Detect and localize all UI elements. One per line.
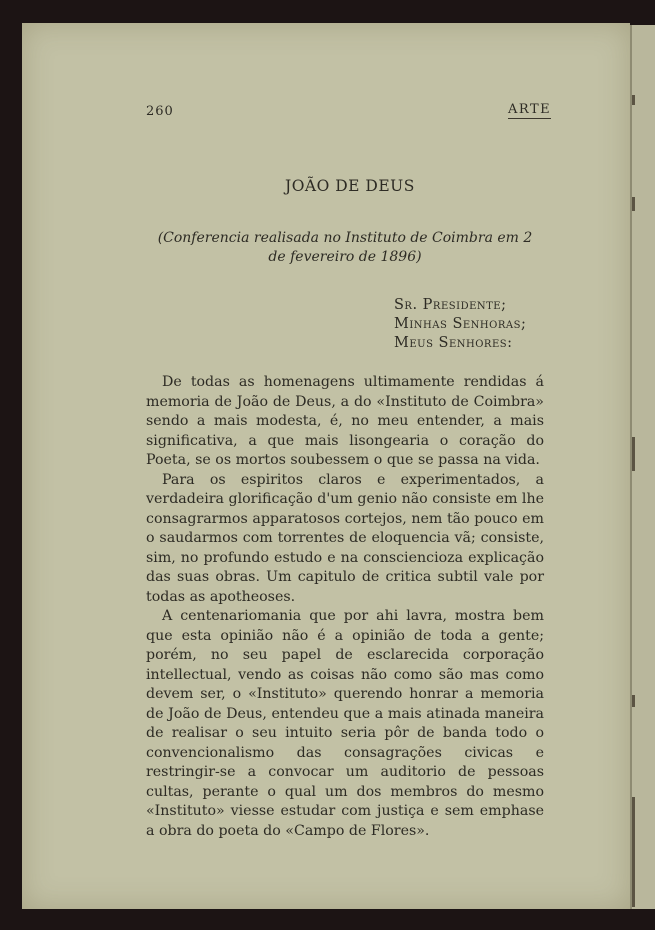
paragraph: De todas as homenagens ultimamente rendidas á memoria de João de Deus, a do «Instituto de Coimbra» sendo a mais modesta, é, no meu entender, a mais significativa, a que mais lisongearia o coração do Poeta, se os mortos soubessem o que se passa na vida. [146, 374, 544, 468]
article-title: JOÃO DE DEUS [285, 177, 415, 195]
running-head: ARTE [508, 102, 552, 117]
salutation-line: Meus Senhores: [394, 335, 513, 351]
salutation-line: Minhas Senhoras; [394, 316, 527, 332]
page-number: 260 [146, 104, 174, 119]
salutation-line: Sr. Presidente; [394, 297, 507, 313]
article-subtitle: (Conferencia realisada no Instituto de Coimbra em 2 de fevereiro de 1896) [157, 230, 533, 265]
salutation [394, 296, 526, 353]
body-text [146, 373, 544, 841]
paragraph: Para os espiritos claros e experimentados, a verdadeira glorificação d'um genio não consiste em lhe consagrarmos apparatosos cortejos, nem tão pouco em o saudarmos com torrentes de eloquencia vã; consiste, sim, no profundo estudo e na consciencioza explicação das suas obras. Um capitulo de critica subtil vale por todas as apotheoses. [146, 471, 544, 605]
paragraph: A centenariomania que por ahi lavra, mostra bem que esta opinião não é a opinião de toda a gente; porém, no seu papel de esclarecida corporação intellectual, vendo as coisas não como são mas como devem ser, o «Instituto» querendo honrar a memoria de João de Deus, entendeu que a mais atinada maneira de realisar o seu intuito seria pôr de banda todo o convencionalismo das consagrações civicas e restringir-se a convocar um auditorio de pessoas cultas, perante o qual um dos membros do mesmo «Instituto» viesse estudar com justiça e sem emphase a obra do poeta do «Campo de Flores». [146, 608, 544, 839]
next-page-edge [630, 25, 655, 909]
